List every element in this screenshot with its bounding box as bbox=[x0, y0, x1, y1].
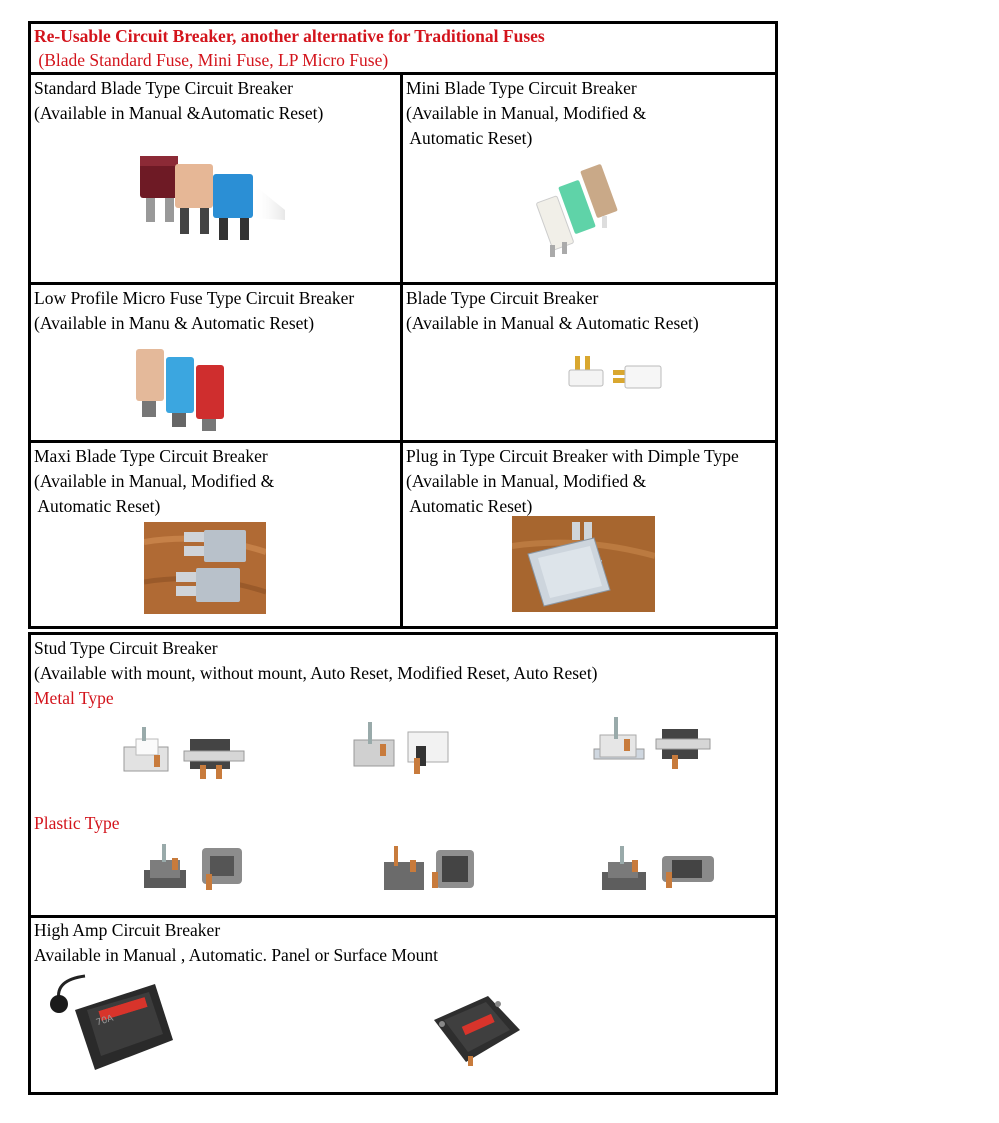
micro-fuse-breaker-image bbox=[130, 345, 240, 433]
high-amp-surface-breaker-image bbox=[45, 970, 180, 1080]
cell-line: Automatic Reset) bbox=[34, 496, 161, 516]
cell-line: (Available in Manual, Modified & bbox=[34, 471, 275, 491]
row-divider bbox=[28, 282, 778, 285]
plastic-type-label: Plastic Type bbox=[34, 813, 120, 833]
cell-title: Blade Type Circuit Breaker bbox=[406, 288, 599, 308]
blade-breaker-image bbox=[565, 350, 670, 405]
cell-line: (Available in Manual, Modified & bbox=[406, 103, 647, 123]
stud-title: Stud Type Circuit Breaker bbox=[34, 638, 218, 658]
high-amp-title: High Amp Circuit Breaker bbox=[34, 920, 221, 940]
plug-in-dimple-breaker-image bbox=[512, 516, 655, 612]
metal-type-label: Metal Type bbox=[34, 688, 114, 708]
high-amp-subtitle: Available in Manual , Automatic. Panel or Surface Mount bbox=[34, 945, 439, 965]
cell-title: Standard Blade Type Circuit Breaker bbox=[34, 78, 293, 98]
metal-stud-breaker-image bbox=[350, 718, 460, 778]
standard-blade-breaker-image bbox=[130, 150, 290, 245]
cell-line: Automatic Reset) bbox=[406, 496, 533, 516]
cell-line: (Available in Manual, Modified & bbox=[406, 471, 647, 491]
plastic-stud-breaker-image bbox=[380, 840, 480, 902]
page-subtitle: (Blade Standard Fuse, Mini Fuse, LP Micro Fuse) bbox=[34, 50, 389, 70]
metal-stud-breaker-image bbox=[590, 715, 715, 777]
metal-stud-breaker-image bbox=[120, 725, 250, 785]
maxi-blade-breaker-image bbox=[144, 522, 266, 614]
plastic-stud-breaker-image bbox=[598, 842, 720, 898]
page-title: Re-Usable Circuit Breaker, another alternative for Traditional Fuses bbox=[34, 26, 545, 46]
cell-line: (Available in Manu & Automatic Reset) bbox=[34, 313, 315, 333]
cell-title: Mini Blade Type Circuit Breaker bbox=[406, 78, 637, 98]
cell-line: (Available in Manual & Automatic Reset) bbox=[406, 313, 699, 333]
cell-title: Plug in Type Circuit Breaker with Dimple Type bbox=[406, 446, 739, 466]
row-divider bbox=[28, 440, 778, 443]
cell-line: (Available in Manual &Automatic Reset) bbox=[34, 103, 324, 123]
plastic-stud-breaker-image bbox=[140, 840, 255, 900]
column-divider bbox=[400, 72, 403, 629]
high-amp-panel-breaker-image bbox=[428, 990, 523, 1068]
mini-blade-breaker-image bbox=[530, 160, 630, 260]
breaker-rating-label: 70A bbox=[94, 1013, 115, 1029]
stud-subtitle: (Available with mount, without mount, Auto Reset, Modified Reset, Auto Reset) bbox=[34, 663, 598, 683]
cell-line: Automatic Reset) bbox=[406, 128, 533, 148]
cell-title: Maxi Blade Type Circuit Breaker bbox=[34, 446, 268, 466]
cell-title: Low Profile Micro Fuse Type Circuit Breaker bbox=[34, 288, 355, 308]
